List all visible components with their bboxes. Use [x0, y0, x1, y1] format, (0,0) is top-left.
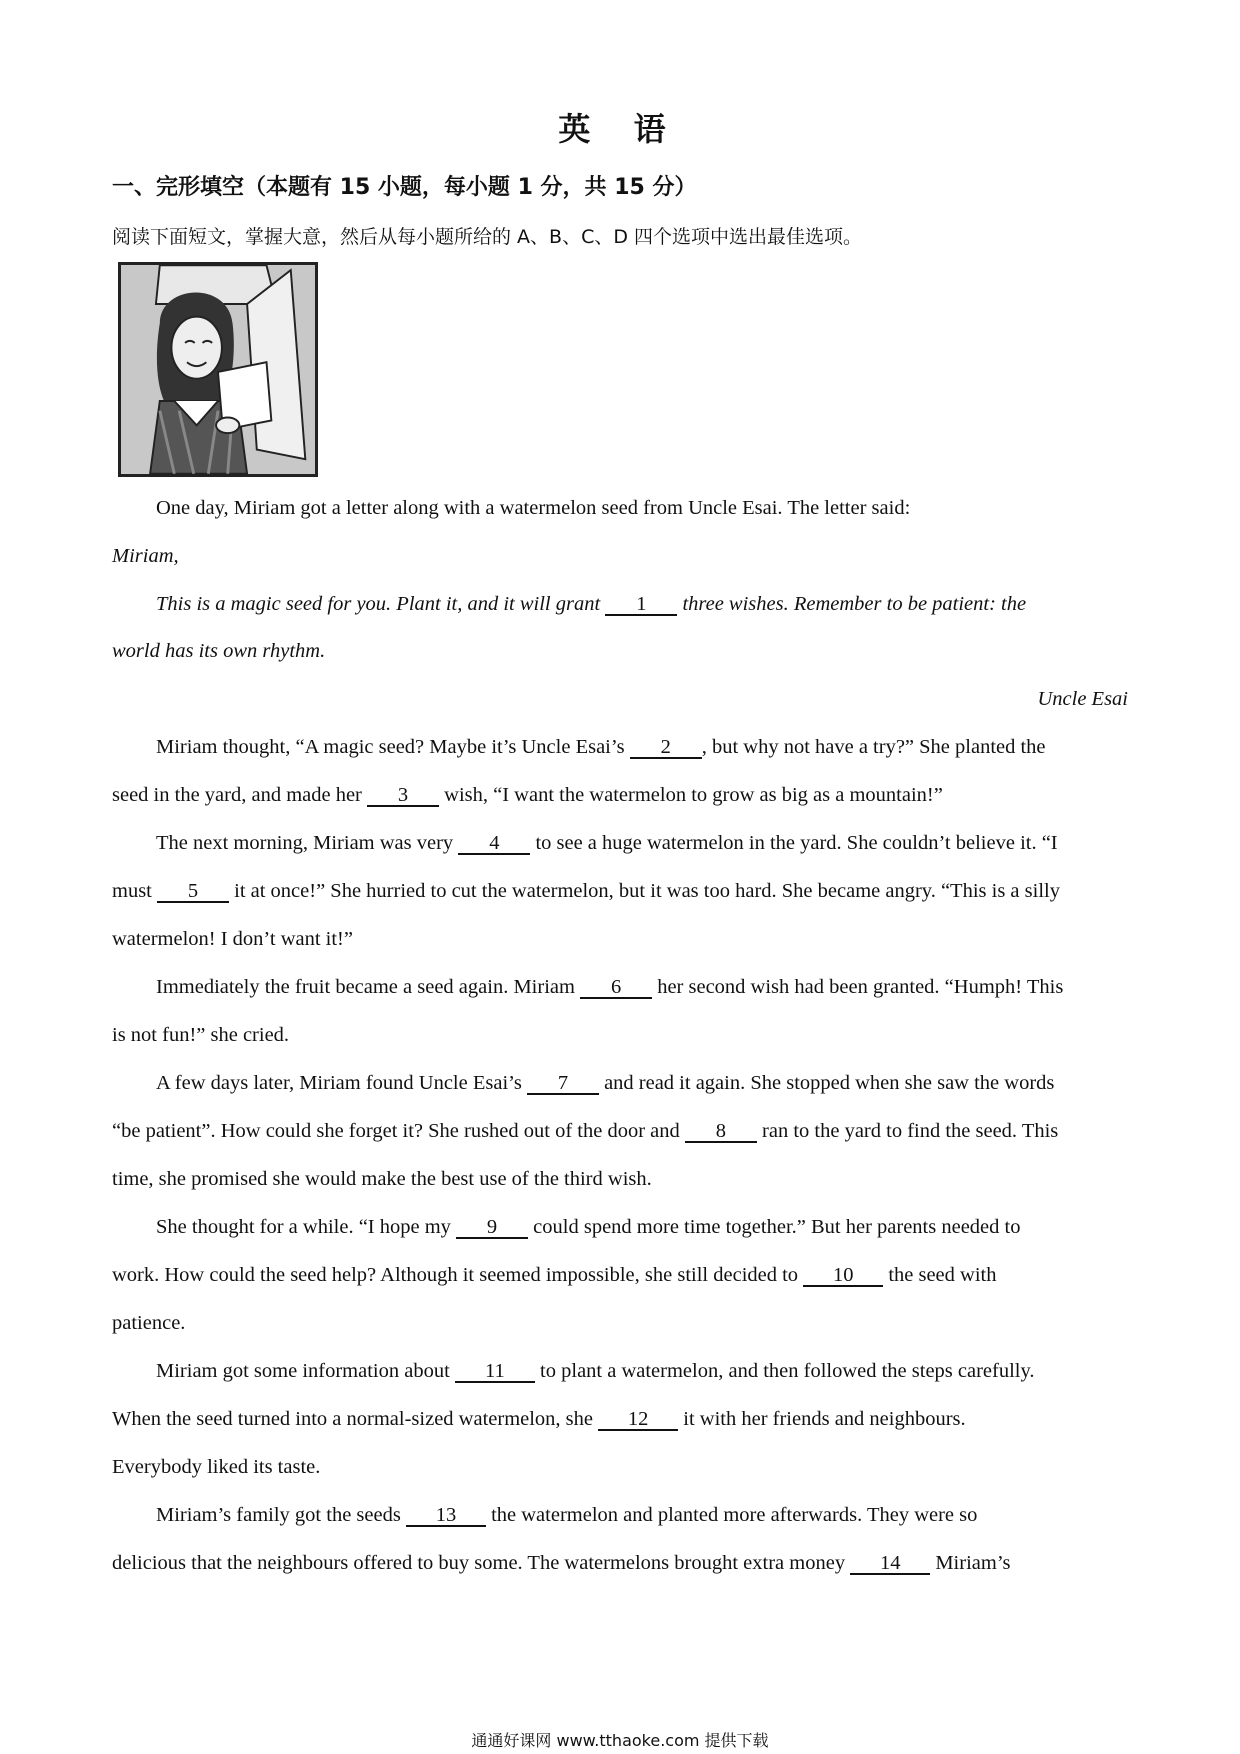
text: could spend more time together.” But her parents needed to: [528, 1216, 1021, 1238]
text: her second wish had been granted. “Humph! This: [652, 976, 1064, 998]
section-heading: 一、完形填空（本题有 15 小题，每小题 1 分，共 15 分）: [112, 175, 697, 200]
paragraph-3-line-3: watermelon! I don’t want it!”: [112, 928, 353, 950]
paragraph-5-line-3: time, she promised she would make the best use of the third wish.: [112, 1168, 652, 1190]
paragraph-4-line-1: [156, 975, 1128, 999]
text: it at once!” She hurried to cut the watermelon, but it was too hard. She became angry. “This is a silly: [229, 880, 1060, 902]
paragraph-5-line-2: [112, 1119, 1128, 1143]
text: This is a magic seed for you. Plant it, and it will grant: [156, 593, 606, 615]
text: Miriam’s family got the seeds: [156, 1504, 406, 1526]
paragraph-6-line-1: [156, 1215, 1128, 1239]
text: One day, Miriam got a letter along with a watermelon seed from Uncle Esai. The letter said:: [156, 497, 911, 519]
paragraph-2-line-1: [156, 735, 1128, 759]
blank-10[interactable]: 10: [803, 1265, 883, 1287]
instructions: 阅读下面短文，掌握大意，然后从每小题所给的 A、B、C、D 四个选项中选出最佳选项。: [112, 226, 863, 248]
text: delicious that the neighbours offered to buy some. The watermelons brought extra money: [112, 1552, 851, 1574]
text: When the seed turned into a normal-sized watermelon, she: [112, 1408, 599, 1430]
text: ran to the yard to find the seed. This: [756, 1120, 1059, 1142]
text: three wishes. Remember to be patient: the: [677, 593, 1027, 615]
text: the watermelon and planted more afterwards. They were so: [485, 1504, 978, 1526]
text: work. How could the seed help? Although it seemed impossible, she still decided to: [112, 1264, 804, 1286]
page-title: 英 语: [558, 110, 682, 148]
text: The next morning, Miriam was very: [156, 832, 459, 854]
text: to plant a watermelon, and then followed the steps carefully.: [534, 1360, 1035, 1382]
paragraph-1: [156, 496, 1128, 520]
paragraph-2-line-2: [112, 783, 1128, 807]
illustration-drawing: [121, 265, 315, 474]
letter-signature: Uncle Esai: [1037, 688, 1128, 710]
text: to see a huge watermelon in the yard. She couldn’t believe it. “I: [530, 832, 1058, 854]
letter-body-line-2: world has its own rhythm.: [112, 640, 326, 662]
text: seed in the yard, and made her: [112, 784, 368, 806]
blank-12[interactable]: 12: [598, 1409, 678, 1431]
text: Miriam got some information about: [156, 1360, 455, 1382]
blank-5[interactable]: 5: [157, 881, 229, 903]
page-footer: 通通好课网 www.tthaoke.com 提供下载: [471, 1731, 769, 1750]
blank-14[interactable]: 14: [850, 1553, 930, 1575]
letter-body-line-1: [156, 592, 1128, 616]
text: Immediately the fruit became a seed again. Miriam: [156, 976, 581, 998]
blank-3[interactable]: 3: [367, 785, 439, 807]
blank-7[interactable]: 7: [527, 1073, 599, 1095]
paragraph-4-line-2: is not fun!” she cried.: [112, 1024, 290, 1046]
text: , but why not have a try?” She planted the: [701, 736, 1046, 758]
paragraph-7-line-1: [156, 1359, 1128, 1383]
blank-11[interactable]: 11: [455, 1361, 535, 1383]
blank-8[interactable]: 8: [685, 1121, 757, 1143]
paragraph-8-line-2: [112, 1551, 1128, 1575]
text: Miriam thought, “A magic seed? Maybe it’s Uncle Esai’s: [156, 736, 630, 758]
paragraph-3-line-1: [156, 831, 1128, 855]
blank-6[interactable]: 6: [580, 977, 652, 999]
text: wish, “I want the watermelon to grow as big as a mountain!”: [439, 784, 943, 806]
paragraph-7-line-3: Everybody liked its taste.: [112, 1456, 321, 1478]
text: A few days later, Miriam found Uncle Esai’s: [156, 1072, 527, 1094]
paragraph-6-line-2: [112, 1263, 1128, 1287]
blank-4[interactable]: 4: [458, 833, 530, 855]
blank-13[interactable]: 13: [406, 1505, 486, 1527]
paragraph-3-line-2: [112, 879, 1128, 903]
text: must: [112, 880, 157, 902]
text: and read it again. She stopped when she saw the words: [598, 1072, 1055, 1094]
paragraph-6-line-3: patience.: [112, 1312, 186, 1334]
blank-9[interactable]: 9: [456, 1217, 528, 1239]
text: Miriam’s: [930, 1552, 1011, 1574]
text: “be patient”. How could she forget it? She rushed out of the door and: [112, 1120, 685, 1142]
text: She thought for a while. “I hope my: [156, 1216, 457, 1238]
letter-salutation: Miriam,: [112, 545, 179, 567]
text: it with her friends and neighbours.: [678, 1408, 966, 1430]
paragraph-7-line-2: [112, 1407, 1128, 1431]
blank-2[interactable]: 2: [630, 737, 702, 759]
paragraph-5-line-1: [156, 1071, 1128, 1095]
text: the seed with: [883, 1264, 997, 1286]
paragraph-8-line-1: [156, 1503, 1128, 1527]
girl-reading-letter-illustration: [118, 262, 318, 477]
blank-1[interactable]: 1: [605, 594, 677, 616]
